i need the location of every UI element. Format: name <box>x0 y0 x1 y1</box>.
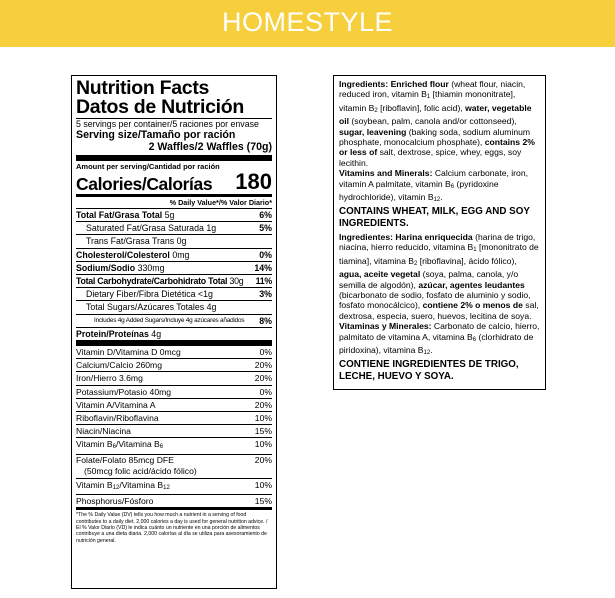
servings-per-container: 5 servings per container/5 raciones por envase <box>76 119 259 129</box>
vitamin-b6-row: Vitamin B6/Vitamina B6 10% <box>76 437 272 453</box>
serving-size-value: 2 Waffles/2 Waffles (70g) <box>148 141 272 153</box>
vitamin-b12-row: Vitamin B12/Vitamina B12 10% <box>76 478 272 494</box>
calories-label: Calories/Calorías <box>76 174 213 194</box>
ingredients-english: Ingredients: Enriched flour (wheat flour, niacin, reduced iron, vitamin B1 [thiamin mononitrate], vitamin B2 [riboflavin], folic acid), water, vegetable oil (soybean, palm, canola and/or cottonseed), sugar, leavening (baking soda, sodium aluminum phosphate, monocalcium phosphate), contains 2% or less of salt, dextrose, spice, whey, eggs, soy lecithin. <box>339 79 535 168</box>
ingredients-spanish: Ingredientes: Harina enriquecida (harina de trigo, niacina, hierro reducido, vitamina B1 [mononitrato de tiamina], vitamina B2 [riboflavina], ácido fólico), agua, aceite vegetal (soya, palma, canola, y/o semilla de algodón), azúcar, agentes leudantes (bicarbonato de sodio, fosfato de aluminio y sodio, fosfato monocálcico), contiene 2% o menos de sal, dextrosa, especia, suero, huevos, lecitina de soya. <box>339 231 539 321</box>
riboflavin-row: Riboflavin/Riboflavina 10% <box>76 413 272 424</box>
vitamins-minerals-spanish: Vitaminas y Minerales: Carbonato de calcio, hierro, palmitato de vitamina A, vitamina B6 (clorhidrato de piridoxina), vitamina B12. <box>339 321 540 356</box>
vitamins-minerals-english: Vitamins and Minerals: Calcium carbonate, iron, vitamin A palmitate, vitamin B6 (pyridoxine hydrochloride), vitamin B12. <box>339 168 528 204</box>
calories-value: 180 <box>235 169 272 194</box>
amount-per-serving: Amount per serving/Cantidad por ración <box>76 162 220 171</box>
dietary-fiber-row: Dietary Fiber/Fibra Dietética <1g 3% <box>76 287 272 300</box>
daily-value-footnote: *The % Daily Value (DV) tells you how much a nutrient in a serving of food contributes to a daily diet. 2,000 calories a day is used for general nutrition advice. / El % Valor Diario (VD) le indica cuánto un nutriente en una porción de alimentos contribuye a una dieta diaria. 2,000 calorías al día se utiliza para asesoramiento de nutrición general. <box>76 512 268 544</box>
product-title: HOMESTYLE <box>221 7 394 37</box>
nutrition-facts-panel <box>71 75 277 589</box>
protein-row: Protein/Proteínas 4g <box>76 327 272 340</box>
nutrition-title-es: Datos de Nutrición <box>76 96 244 118</box>
niacin-row: Niacin/Niacina 15% <box>76 426 272 437</box>
header-banner <box>0 0 615 47</box>
sodium-row: Sodium/Sodio 330mg 14% <box>76 262 272 273</box>
trans-fat-row: Trans Fat/Grasa Trans 0g <box>76 234 272 247</box>
vitamin-d-row: Vitamin D/Vitamina D 0mcg 0% <box>76 347 272 358</box>
allergen-statement-english: CONTAINS WHEAT, MILK, EGG AND SOY INGREDIENTS. <box>339 206 530 229</box>
total-sugars-row: Total Sugars/Azúcares Totales 4g <box>76 300 272 313</box>
cholesterol-row: Cholesterol/Colesterol 0mg 0% <box>76 249 272 260</box>
total-fat-row: Total Fat/Grasa Total 5g 6% <box>76 210 272 220</box>
saturated-fat-row: Saturated Fat/Grasa Saturada 1g 5% <box>76 221 272 234</box>
folate-row: Folate/Folato 85mcg DFE (50mcg folic acid/ácido fólico) 20% <box>76 454 272 477</box>
calcium-row: Calcium/Calcio 260mg 20% <box>76 360 272 371</box>
added-sugars-row: Includes 4g Added Sugars/Incluye 4g azúcares añadidos 8% <box>76 314 272 327</box>
potassium-row: Potassium/Potasio 40mg 0% <box>76 386 272 397</box>
serving-size-label: Serving size/Tamaño por ración <box>76 129 236 141</box>
phosphorus-row: Phosphorus/Fósforo 15% <box>76 496 272 507</box>
ingredients-panel <box>333 75 546 390</box>
calories-row <box>76 171 272 193</box>
total-carbohydrate-row: Total Carbohydrate/Carbohidrato Total 30g 11% <box>76 276 272 287</box>
nutrition-title-en: Nutrition Facts <box>76 77 210 99</box>
vitamin-a-row: Vitamin A/Vitamina A 20% <box>76 399 272 410</box>
daily-value-header: % Daily Value*/% Valor Diario* <box>169 198 272 207</box>
allergen-statement-spanish: CONTIENE INGREDIENTES DE TRIGO, LECHE, HUEVO Y SOYA. <box>339 359 519 382</box>
iron-row: Iron/Hierro 3.6mg 20% <box>76 373 272 384</box>
